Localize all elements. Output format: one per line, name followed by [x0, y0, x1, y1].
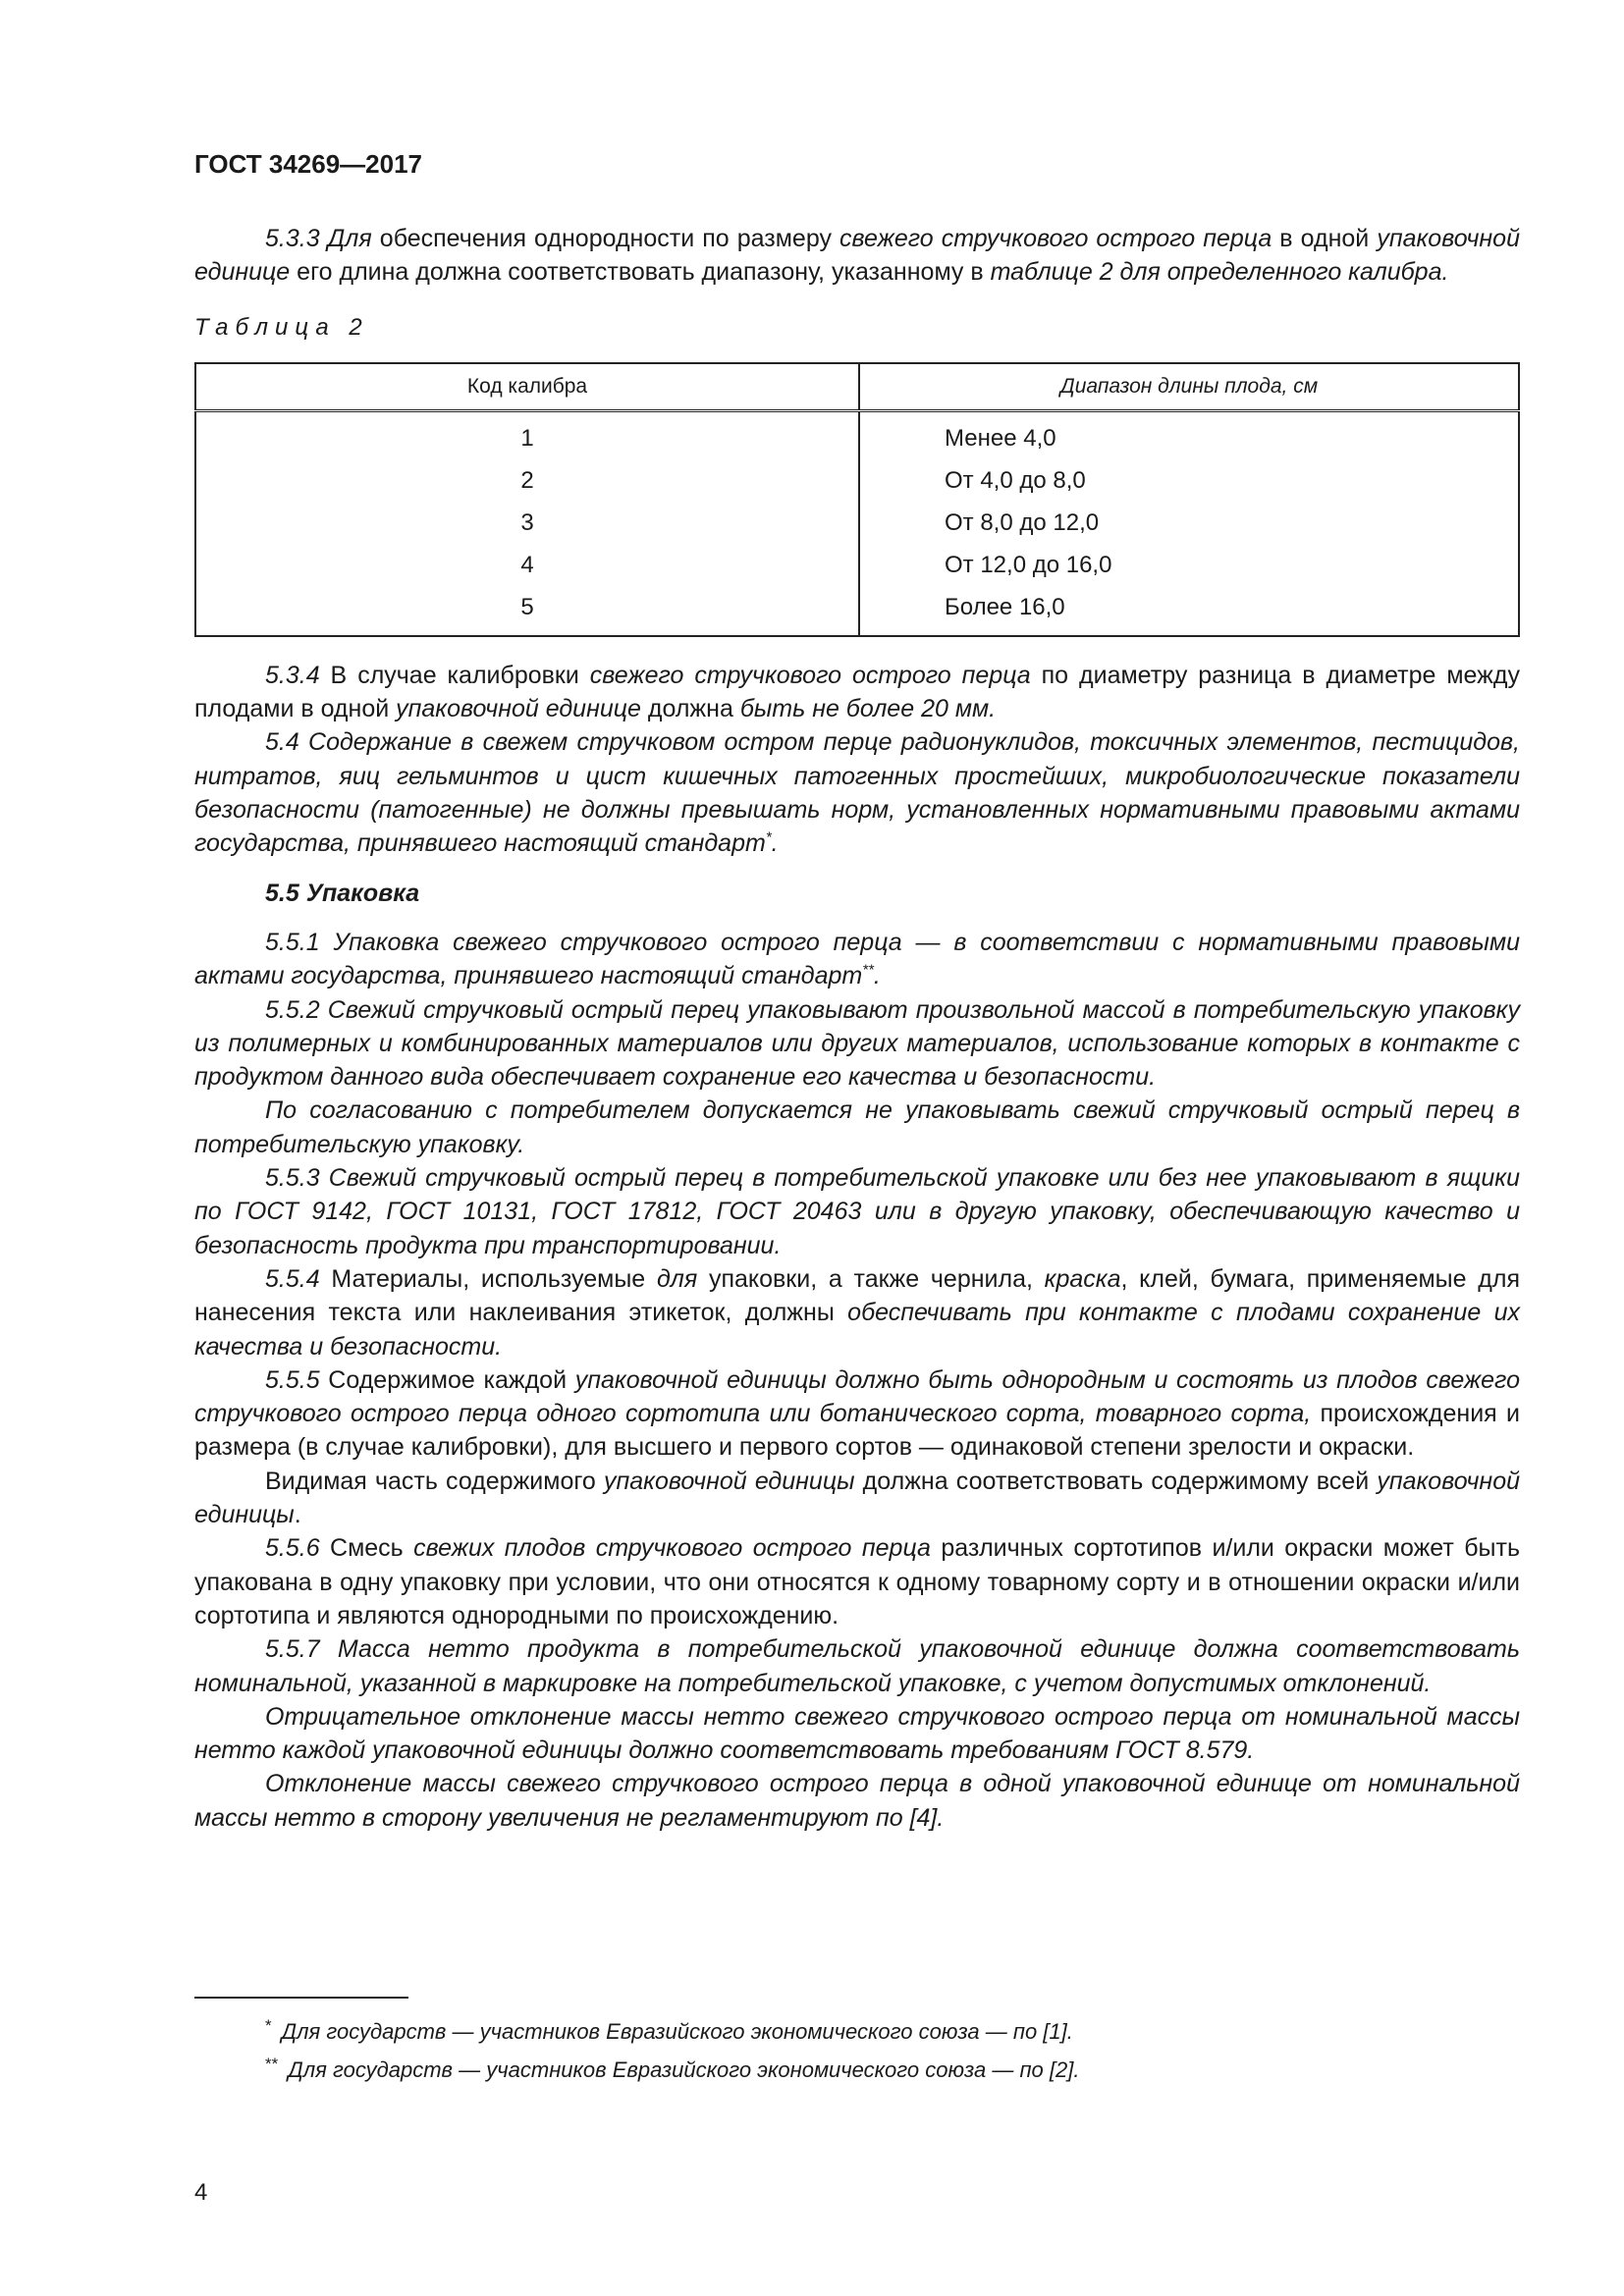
- table-caption: Таблица 2: [194, 313, 369, 341]
- text-fragment: .: [771, 829, 779, 858]
- document-header: ГОСТ 34269—2017: [194, 149, 422, 179]
- calibre-code-cell: 2: [195, 460, 859, 503]
- text-fragment: Для: [327, 225, 372, 252]
- text-fragment: свежих плодов стручкового острого перца: [413, 1534, 931, 1563]
- footnote: [194, 2012, 1520, 2051]
- text-fragment: обеспечения однородности по размеру: [371, 225, 839, 252]
- text-fragment: его длина должна соответствовать диапазону, указанному в: [290, 258, 991, 287]
- paragraph-visible-part: [194, 1465, 1520, 1532]
- paragraph-5-5-6: [194, 1531, 1520, 1632]
- calibre-code-cell: 4: [195, 545, 859, 587]
- text-fragment: должна соответствовать содержимому всей: [854, 1467, 1378, 1495]
- text-fragment: упаковочной единицы должно быть однородным и состоять из плодов свежего стручкового острого перца одного сортотипа или ботанического сорта, товарного сорта,: [194, 1365, 1521, 1428]
- paragraph-positive-deviation: Отклонение массы свежего стручкового острого перца в одной упаковочной единице от номинальной массы нетто в сторону увеличения не регламентируют по [4].: [194, 1770, 1520, 1832]
- footnote-mark: *: [265, 2015, 272, 2035]
- paragraph-consumer-agreement: По согласованию с потребителем допускается не упаковывать свежий стручковый острый перец в потребительскую упаковку.: [194, 1096, 1520, 1158]
- length-range-cell: От 12,0 до 16,0: [859, 545, 1519, 587]
- table-row: [195, 545, 1519, 587]
- calibre-code-cell: 5: [195, 587, 859, 636]
- clause-number: 5.3.3: [265, 225, 320, 252]
- text-fragment: Видимая часть содержимого: [265, 1467, 604, 1495]
- document-body: [194, 222, 1520, 1835]
- calibre-table: [194, 362, 1520, 637]
- text-fragment: быть не более 20 мм.: [739, 695, 997, 723]
- table-row: [195, 587, 1519, 636]
- text-fragment: Смесь: [319, 1534, 414, 1563]
- paragraph-5-5-7: 5.5.7 Масса нетто продукта в потребительской упаковочной единице должна соответствовать номинальной, указанной в маркировке на потребительской упаковке, с учетом допустимых отклонений.: [194, 1635, 1520, 1697]
- text-fragment: .: [873, 962, 881, 990]
- clause-number: 5.5.5: [265, 1365, 320, 1394]
- text-fragment: для: [656, 1264, 698, 1293]
- text-fragment: таблице 2 для определенного калибра.: [990, 258, 1449, 287]
- footnote-ref: **: [862, 961, 874, 979]
- footnote-ref: *: [765, 829, 772, 847]
- clause-number: 5.5.6: [265, 1534, 320, 1563]
- paragraph-5-5-3: 5.5.3 Свежий стручковый острый перец в потребительской упаковке или без нее упаковывают в ящики по ГОСТ 9142, ГОСТ 10131, ГОСТ 17812, ГОСТ 20463 или в другую упаковку, обеспечивающую качество и безопасность продукта при транспортировании.: [194, 1164, 1520, 1259]
- table-row: [195, 503, 1519, 545]
- footnote-text: Для государств — участников Евразийского экономического союза — по [2].: [288, 2057, 1080, 2082]
- text-fragment: 5.4 Содержание в свежем стручковом остром перце радионуклидов, токсичных элементов, пестицидов, нитратов, яиц гельминтов и цист кишечных патогенных простейших, микробиологические показатели безопасности (патогенные) не должны превышать норм, установленных нормативными правовыми актами государства, принявшего настоящий стандарт: [194, 728, 1520, 858]
- text-fragment: должна: [640, 695, 740, 723]
- table-row: [195, 410, 1519, 460]
- text-fragment: Содержимое каждой: [319, 1365, 575, 1394]
- paragraph-5-5-2: 5.5.2 Свежий стручковый острый перец упаковывают произвольной массой в потребительскую упаковку из полимерных и комбинированных материалов или других материалов, использование которых в контакте с продуктом данного вида обеспечивает сохранение его качества и безопасности.: [194, 995, 1520, 1092]
- text-fragment: упаковочной единицы: [194, 1467, 1520, 1529]
- length-range-cell: Более 16,0: [859, 587, 1519, 636]
- footnote-text: Для государств — участников Евразийского экономического союза — по [1].: [281, 2019, 1073, 2044]
- clause-number: 5.3.4: [265, 661, 320, 689]
- footnote-mark: **: [265, 2054, 279, 2073]
- text-fragment: краска: [1044, 1264, 1121, 1293]
- paragraph-5-3-3: [194, 222, 1520, 290]
- text-fragment: В случае калибровки: [319, 661, 590, 689]
- clause-number: 5.5.4: [265, 1264, 320, 1293]
- table-row: [195, 460, 1519, 503]
- table-header-row: [195, 363, 1519, 411]
- text-fragment: обеспечивать при контакте с плодами сохранение их качества и безопасности.: [194, 1299, 1520, 1361]
- text-fragment: , клей, бумага, применяемые для нанесения текста или наклеивания этикеток, должны: [194, 1264, 1521, 1327]
- footnote: [194, 2051, 1520, 2089]
- paragraph-5-3-4: [194, 659, 1520, 726]
- column-header-code: Код калибра: [195, 363, 859, 411]
- text-fragment: .: [294, 1501, 301, 1529]
- paragraph-5-4: [194, 725, 1520, 860]
- paragraph-negative-deviation: Отрицательное отклонение массы нетто свежего стручкового острого перца от номинальной массы нетто каждой упаковочной единицы должно соответствовать требованиям ГОСТ 8.579.: [194, 1702, 1520, 1765]
- column-header-range: Диапазон длины плода, см: [859, 363, 1519, 411]
- text-fragment: Материалы, используемые: [319, 1264, 657, 1293]
- text-fragment: свежего стручкового острого перца: [839, 225, 1272, 252]
- text-fragment: упаковки, а также чернила,: [697, 1264, 1045, 1293]
- footnotes: [194, 1997, 1520, 2089]
- text-fragment: свежего стручкового острого перца: [589, 661, 1031, 689]
- text-fragment: различных сортотипов и/или окраски может быть упакована в одну упаковку при условии, что они относятся к одному товарному сорту и в отношении окраски и/или сортотипа и являются однородными по происхождению.: [194, 1534, 1521, 1629]
- paragraph-5-5-4: [194, 1262, 1520, 1363]
- text-fragment: упаковочной единицы: [604, 1467, 855, 1495]
- length-range-cell: Менее 4,0: [859, 410, 1519, 460]
- paragraph-5-5-5: [194, 1363, 1520, 1465]
- text-fragment: происхождения и размера (в случае калибровки), для высшего и первого сортов — одинаковой степени зрелости и окраски.: [194, 1400, 1520, 1462]
- length-range-cell: От 8,0 до 12,0: [859, 503, 1519, 545]
- page-number: 4: [194, 2179, 208, 2206]
- text-fragment: в одной: [1272, 225, 1378, 252]
- text-fragment: 5.5.1 Упаковка свежего стручкового острого перца — в соответствии с нормативными правовыми актами государства, принявшего настоящий стандарт: [194, 928, 1520, 990]
- paragraph-5-5-1: [194, 926, 1520, 993]
- section-title: 5.5 Упаковка: [265, 879, 420, 907]
- calibre-code-cell: 3: [195, 503, 859, 545]
- text-fragment: упаковочной единице: [194, 225, 1520, 287]
- text-fragment: по диаметру разница в диаметре между плодами в одной: [194, 661, 1520, 723]
- text-fragment: упаковочной единице: [396, 695, 641, 723]
- footnote-divider: [194, 1997, 408, 1999]
- length-range-cell: От 4,0 до 8,0: [859, 460, 1519, 503]
- calibre-code-cell: 1: [195, 410, 859, 460]
